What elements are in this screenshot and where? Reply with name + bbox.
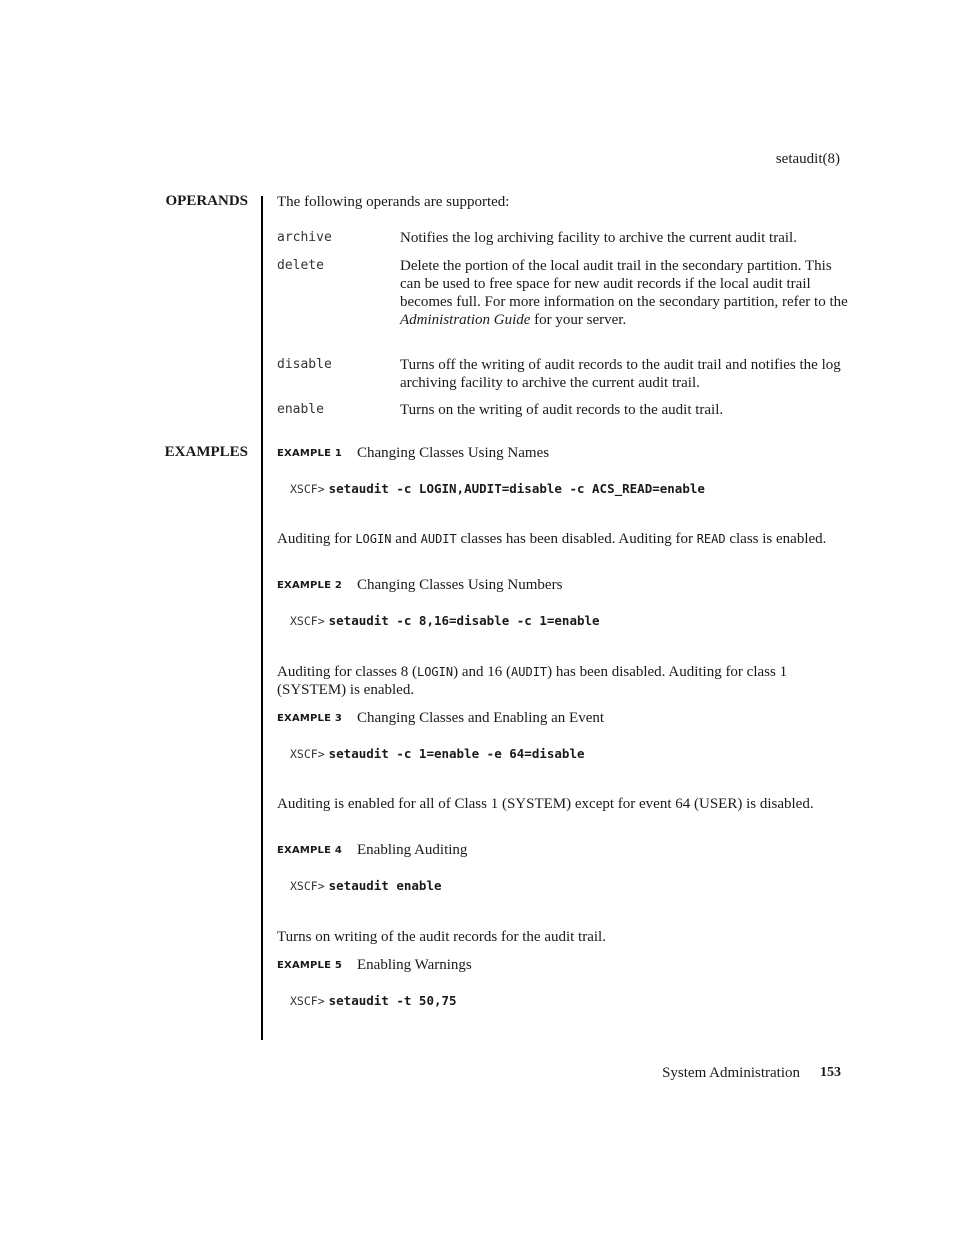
example-3-command: setaudit -c 1=enable -e 64=disable (328, 746, 585, 761)
running-header: setaudit(8) (775, 151, 840, 167)
example-2-command: setaudit -c 8,16=disable -c 1=enable (328, 613, 600, 628)
example-1-explanation: Auditing for LOGIN and AUDIT classes has been disabled. Auditing for READ class is enabled. (277, 531, 827, 547)
example-2-title: Changing Classes Using Numbers (357, 577, 563, 593)
example-4-label: EXAMPLE 4 (277, 845, 343, 856)
operand-name-enable: enable (277, 402, 324, 417)
operand-desc-archive: Notifies the log archiving facility to archive the current audit trail. (400, 230, 797, 246)
example-3-prompt: XSCF> (290, 747, 325, 761)
footer-page-number: 153 (820, 1065, 841, 1080)
example-3-command-line (290, 745, 585, 763)
operand-desc-enable: Turns on the writing of audit records to the audit trail. (400, 402, 724, 418)
example-4-title: Enabling Auditing (357, 842, 468, 858)
operands-intro: The following operands are supported: (277, 194, 510, 210)
section-divider-rule (261, 196, 263, 1040)
example-1-prompt: XSCF> (290, 482, 325, 496)
example-4-command: setaudit enable (328, 878, 442, 893)
example-1-title: Changing Classes Using Names (357, 445, 550, 461)
operands-heading: OPERANDS (165, 193, 248, 209)
example-2-explanation: Auditing for classes 8 (LOGIN) and 16 (AUDIT) has been disabled. Auditing for class 1 (SYSTEM) is enabled. (277, 664, 788, 698)
operand-name-archive: archive (277, 230, 332, 245)
operand-desc-disable: Turns off the writing of audit records to the audit trail and notifies the log archiving facility to archive the current audit trail. (400, 357, 841, 391)
example-1-label: EXAMPLE 1 (277, 448, 343, 459)
example-4-explanation: Turns on writing of the audit records for the audit trail. (277, 929, 606, 945)
example-3-title: Changing Classes and Enabling an Event (357, 710, 605, 726)
example-5-command: setaudit -t 50,75 (328, 993, 457, 1008)
operand-desc-delete: Delete the portion of the local audit trail in the secondary partition. This can be used to free space for new audit records if the local audit trail becomes full. For more information on the secondary partition, refer to the Administration Guide for your server. (400, 258, 848, 328)
example-5-command-line (290, 992, 457, 1010)
example-3-label: EXAMPLE 3 (277, 713, 343, 724)
operand-name-delete: delete (277, 258, 324, 273)
example-1-command: setaudit -c LOGIN,AUDIT=disable -c ACS_READ=enable (328, 481, 705, 496)
example-5-prompt: XSCF> (290, 994, 325, 1008)
footer-section-title: System Administration (662, 1065, 800, 1081)
example-1-command-line (290, 480, 705, 498)
example-2-label: EXAMPLE 2 (277, 580, 343, 591)
example-2-command-line (290, 612, 600, 630)
example-2-prompt: XSCF> (290, 614, 325, 628)
example-4-prompt: XSCF> (290, 879, 325, 893)
example-5-title: Enabling Warnings (357, 957, 472, 973)
operand-name-disable: disable (277, 357, 332, 372)
example-5-label: EXAMPLE 5 (277, 960, 343, 971)
example-3-explanation: Auditing is enabled for all of Class 1 (SYSTEM) except for event 64 (USER) is disabled. (277, 796, 814, 812)
examples-heading: EXAMPLES (164, 444, 248, 460)
example-4-command-line (290, 877, 442, 895)
